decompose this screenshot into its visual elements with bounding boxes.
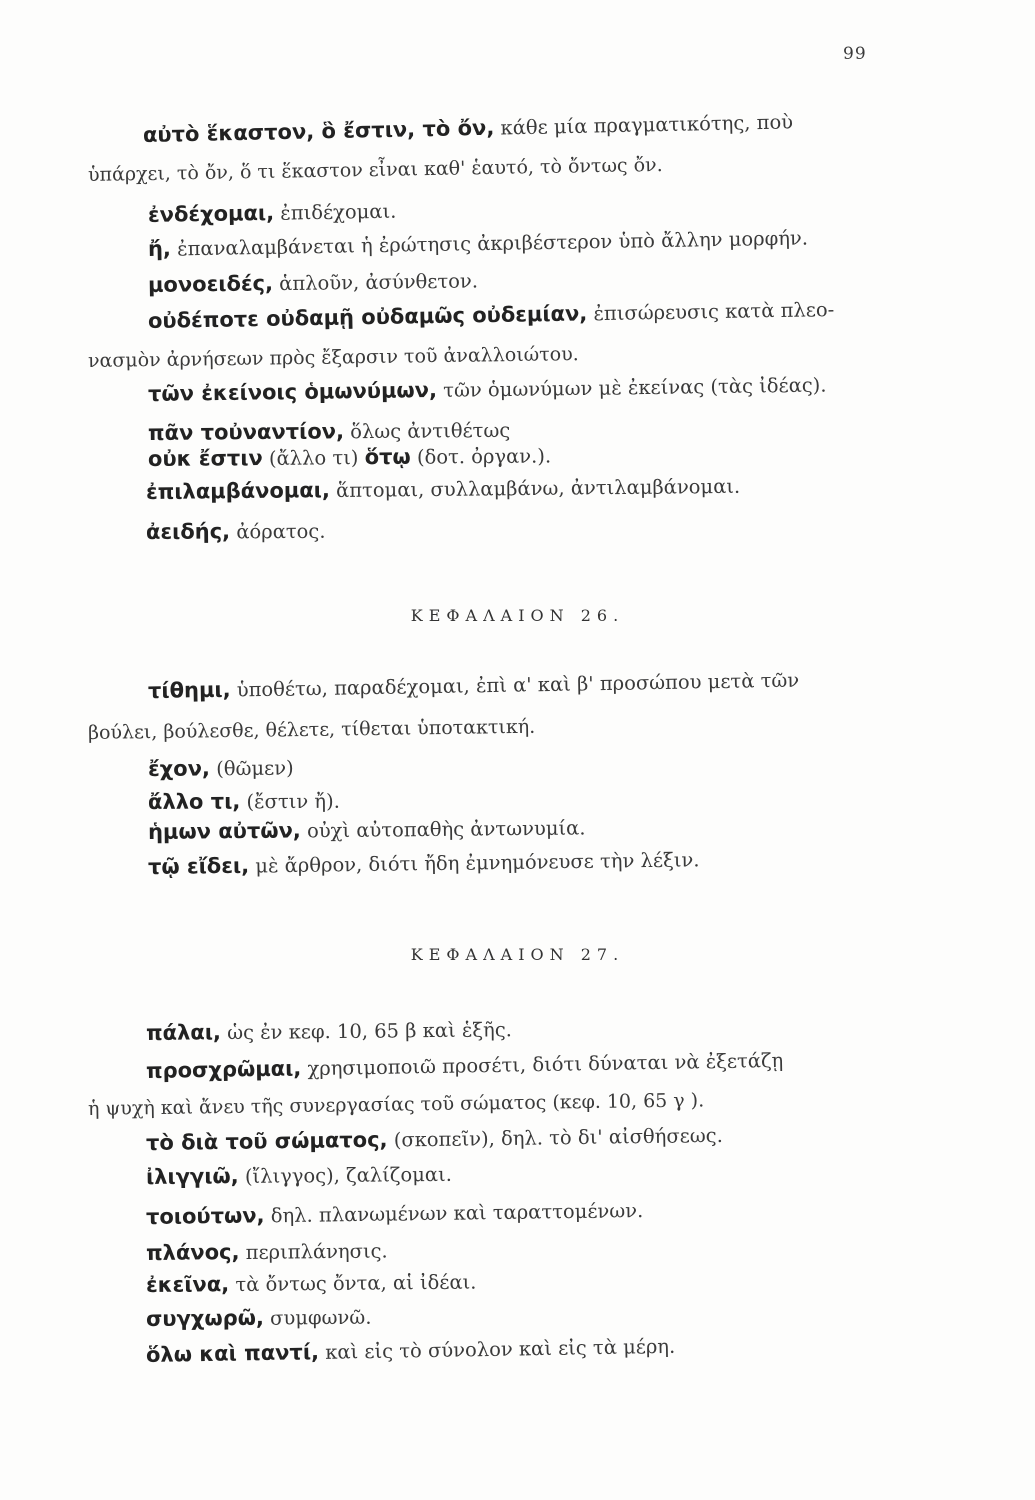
entry-line [146, 1016, 512, 1047]
chapter-heading: ΚΕΦΑΛΑΙΟΝ 26. [410, 606, 625, 625]
gloss: ἅπτομαι, συλλαμβάνω, ἀντιλαμβάνομαι. [335, 474, 741, 503]
lemma: τὸ διὰ τοῦ σώματος, [145, 1127, 388, 1155]
lemma: οὐδέποτε οὐδαμῇ οὐδαμῶς οὐδεμίαν, [147, 301, 588, 333]
gloss: (ἄλλο τι) [268, 446, 359, 470]
entry-continuation [88, 152, 663, 188]
entry-line [146, 1161, 452, 1191]
continuation-text: ὑπάρχει, τὸ ὄν, ὅ τι ἕκαστον εἶναι καθ' ἑαυτό, τὸ ὄντως ὄν. [87, 153, 663, 186]
lemma: ἤ, [147, 236, 172, 261]
lemma: ἡμων αὐτῶν, [147, 818, 301, 844]
entry-line [146, 1047, 784, 1085]
lemma: ἐνδέχομαι, [147, 200, 275, 227]
gloss: καὶ εἰς τὸ σύνολον καὶ εἰς τὰ μέρη. [325, 1334, 676, 1364]
entry-line [148, 372, 827, 408]
entry-line [148, 296, 835, 335]
lemma: τῶν ἐκείνοις ὁμωνύμων, [147, 377, 438, 406]
entry-line [143, 108, 794, 149]
lemma: ἔχον, [147, 756, 211, 781]
entry-continuation [88, 1087, 705, 1122]
entry-line [146, 518, 326, 546]
entry-line [148, 814, 586, 846]
gloss: τὰ ὄντως ὄντα, αἱ ἰδέαι. [235, 1270, 477, 1297]
entry-line [148, 198, 397, 229]
entry-line [148, 442, 551, 473]
lemma: προσχρῶμαι, [145, 1056, 302, 1083]
gloss: ὑποθέτω, παραδέχομαι, ἐπὶ α' καὶ β' προσώπου μετὰ τῶν [236, 668, 800, 702]
page-number: 99 [843, 44, 867, 64]
entry-line [146, 1333, 676, 1369]
gloss: συμφωνῶ. [269, 1305, 372, 1330]
entry-line [146, 473, 740, 506]
lemma: ὅτῳ [364, 444, 411, 470]
gloss: χρησιμοποιῶ προσέτι, διότι δύναται νὰ ἐξετάζῃ [307, 1048, 784, 1081]
gloss: ἐπιδέχομαι. [280, 199, 397, 225]
gloss: ἐπαναλαμβάνεται ἡ ἐρώτησις ἀκριβέστερον ὑπὸ ἄλλην μορφήν. [176, 226, 809, 261]
lemma: ἐπιλαμβάνομαι, [145, 478, 331, 504]
continuation-text: νασμὸν ἀρνήσεων πρὸς ἔξαρσιν τοῦ ἀναλλοιώτου. [87, 343, 579, 372]
entry-line [148, 788, 340, 816]
entry-line [146, 1122, 723, 1157]
entry-line [146, 1197, 644, 1231]
lemma: ἐκεῖνα, [145, 1272, 230, 1297]
lemma: μονοειδές, [147, 271, 274, 297]
entry-line [148, 846, 700, 881]
gloss: τῶν ὁμωνύμων μὲ ἐκείνας (τὰς ἰδέας). [443, 373, 827, 402]
continuation-text: βούλει, βούλεσθε, θέλετε, τίθεται ὑποτακτική. [87, 715, 536, 744]
gloss: ὡς ἐν κεφ. 10, 65 β καὶ ἑξῆς. [227, 1018, 513, 1045]
gloss: περιπλάνησις. [245, 1239, 388, 1264]
chapter-heading: ΚΕΦΑΛΑΙΟΝ 27. [410, 945, 625, 964]
lemma: συγχωρῶ, [145, 1305, 265, 1331]
entry-line [146, 1237, 388, 1267]
lemma: τοιούτων, [145, 1203, 265, 1229]
gloss: ἐπισώρευσις κατὰ πλεο- [593, 298, 835, 326]
gloss: δηλ. πλανωμένων καὶ ταραττομένων. [270, 1199, 644, 1228]
lemma: πάλαι, [145, 1020, 222, 1045]
entry-line [148, 754, 294, 783]
gloss: οὐχὶ αὐτοπαθὴς ἀντωνυμία. [306, 816, 586, 843]
lemma: πλάνος, [145, 1240, 240, 1265]
lemma: τίθημι, [147, 677, 231, 703]
entry-line [148, 224, 808, 263]
lemma: πᾶν τοὐναντίον, [147, 419, 345, 445]
entry-continuation [88, 714, 536, 746]
gloss: (ἴλιγγος), ζαλίζομαι. [244, 1162, 452, 1188]
entry-line [148, 667, 800, 705]
continuation-text: ἡ ψυχὴ καὶ ἄνευ τῆς συνεργασίας τοῦ σώματος (κεφ. 10, 65 γ ). [87, 1089, 705, 1120]
lemma: ἄλλο τι, [147, 789, 241, 814]
lemma: αὐτὸ ἕκαστον, ὃ ἔστιν, τὸ ὄν, [142, 115, 495, 147]
gloss: ἀόρατος. [236, 519, 326, 544]
lemma: ὅλω καὶ παντί, [145, 1339, 320, 1367]
gloss: ἁπλοῦν, ἀσύνθετον. [279, 269, 479, 296]
lemma: ἀειδής, [145, 519, 231, 544]
gloss: (θῶμεν) [216, 756, 294, 781]
lemma: οὐκ ἔστιν [147, 445, 263, 471]
entry-continuation [88, 341, 579, 374]
lemma: τῷ εἴδει, [147, 853, 250, 879]
gloss: κάθε μία πραγματικότης, ποὺ [500, 110, 794, 140]
entry-line [148, 267, 478, 299]
entry-line [146, 1269, 477, 1299]
gloss: (δοτ. ὀργαν.). [416, 444, 552, 469]
gloss: ὅλως ἀντιθέτως [350, 418, 511, 444]
lemma: ἰλιγγιῶ, [145, 1164, 239, 1189]
gloss: (σκοπεῖν), δηλ. τὸ δι' αἰσθήσεως. [393, 1123, 723, 1152]
entry-line [146, 1304, 372, 1333]
gloss: μὲ ἄρθρον, διότι ἤδη ἐμνημόνευσε τὴν λέξιν. [255, 848, 700, 878]
gloss: (ἔστιν ἤ). [246, 789, 340, 814]
